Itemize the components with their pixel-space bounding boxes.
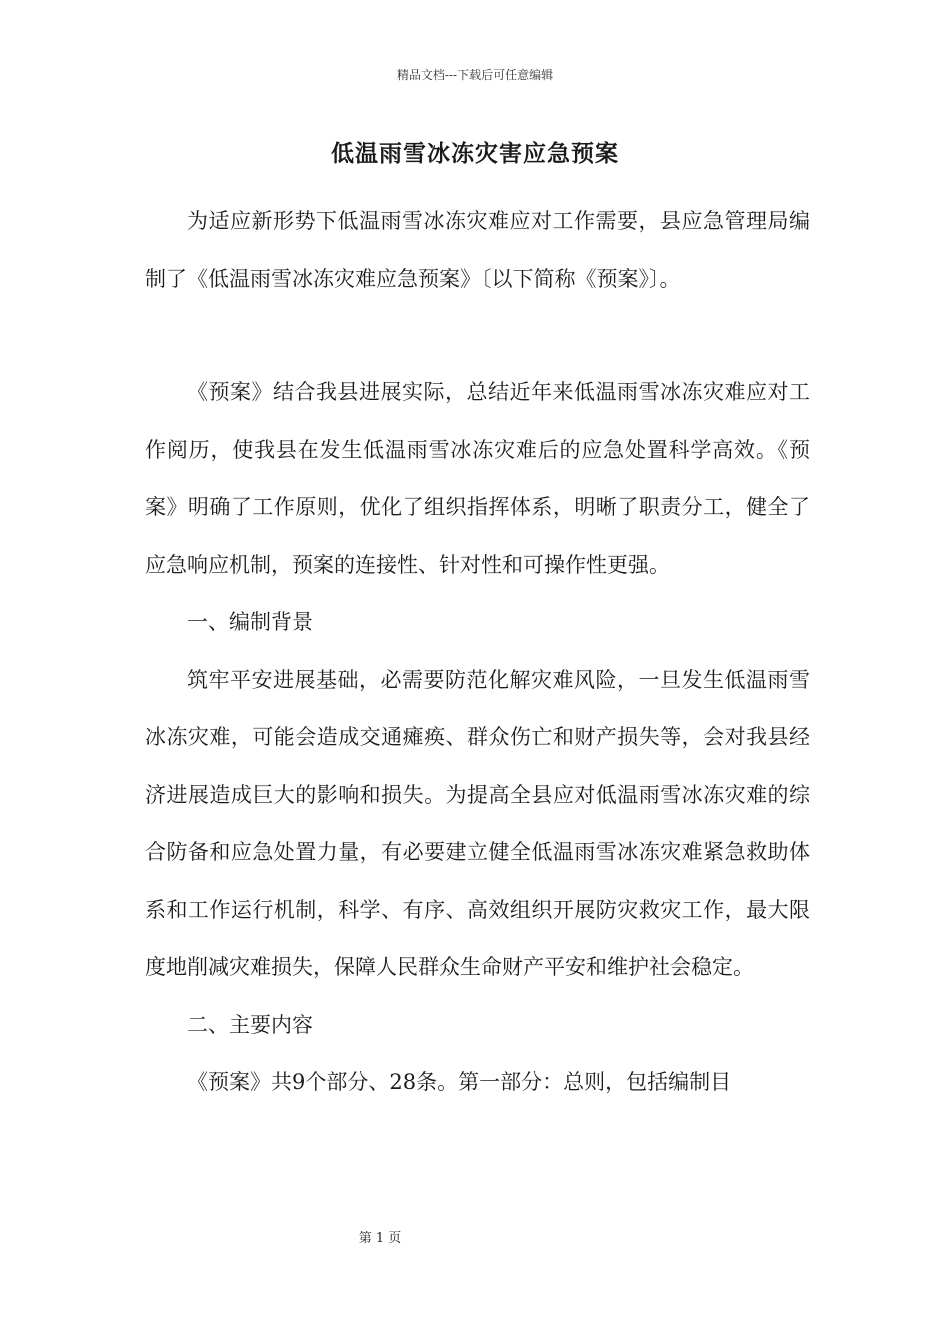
intro-block	[145, 193, 810, 308]
page-number: 第 1 页	[358, 1231, 402, 1246]
header-note: 精品文档---下载后可任意编辑	[396, 68, 554, 82]
paragraph-summary: 《预案》结合我县进展实际，总结近年来低温雨雪冰冻灾难应对工作阅历，使我县在发生低温雨雪冰冻灾难后的应急处置科学高效。《预案》明确了工作原则，优化了组织指挥体系，明晰了职责分工，健全了应急响应机制，预案的连接性、针对性和可操作性更强。	[145, 380, 810, 577]
document-title: 低温雨雪冰冻灾害应急预案	[331, 140, 619, 167]
intro-paragraph: 为适应新形势下低温雨雪冰冻灾难应对工作需要，县应急管理局编制了《低温雨雪冰冻灾难应急预案》〔以下简称《预案》〕。	[145, 209, 810, 291]
content-block	[145, 364, 810, 1112]
section-heading-background: 一、编制背景	[187, 610, 313, 634]
section-heading-content: 二、主要内容	[187, 1012, 313, 1037]
paragraph-background: 筑牢平安进展基础，必需要防范化解灾难风险，一旦发生低温雨雪冰冻灾难，可能会造成交通瘫痪、群众伤亡和财产损失等，会对我县经济进展造成巨大的影响和损失。为提高全县应对低温雨雪冰冻灾难的综合防备和应急处置力量，有必要建立健全低温雨雪冰冻灾难紧急救助体系和工作运行机制，科学、有序、高效组织开展防灾救灾工作，最大限度地削减灾难损失，保障人民群众生命财产平安和维护社会稳定。	[145, 667, 810, 979]
paragraph-content: 《预案》共9个部分、28条。第一部分：总则，包括编制目	[187, 1070, 732, 1094]
